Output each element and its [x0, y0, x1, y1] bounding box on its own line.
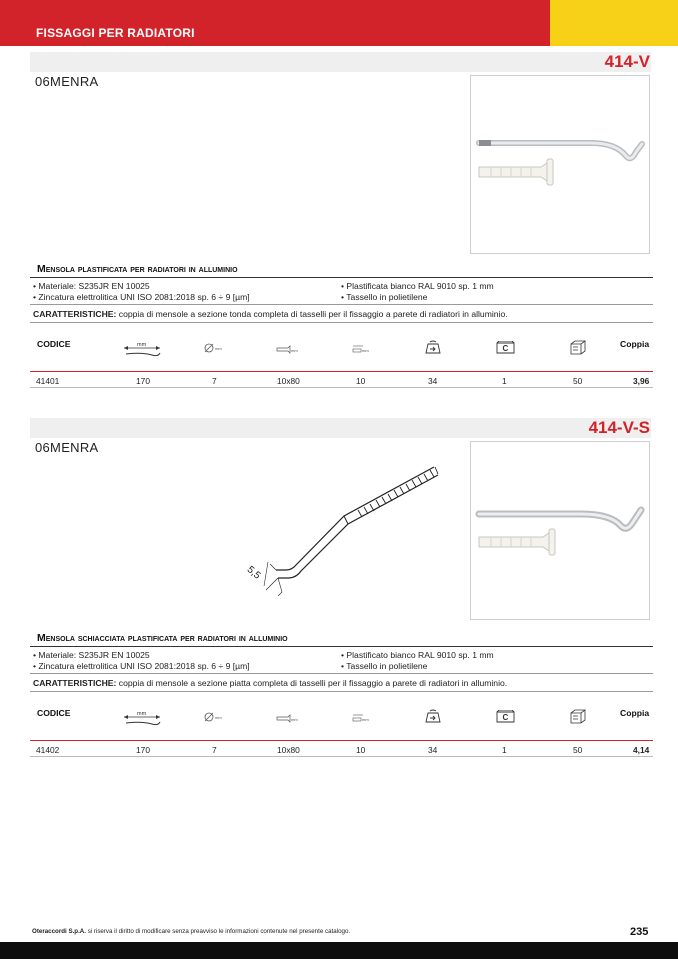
svg-text:mm: mm: [215, 715, 222, 720]
diameter-icon: [204, 710, 228, 728]
bracket-drawing-icon: [238, 466, 450, 600]
svg-text:mm: mm: [137, 342, 147, 348]
footer-bar: [0, 942, 678, 959]
divider: [30, 646, 653, 647]
divider: [30, 322, 653, 323]
table-divider: [30, 740, 653, 741]
col-header-code: CODICE: [37, 339, 71, 349]
carton-icon: [569, 340, 587, 360]
product-title: Mensola schiacciata plastificata per radiatori in alluminio: [37, 632, 288, 644]
spec-right: • Plastificato bianco RAL 9010 sp. 1 mm: [341, 650, 494, 660]
characteristics: [33, 309, 508, 319]
table-cell: 7: [212, 745, 217, 755]
plug-icon: [276, 711, 300, 729]
table-cell-code: 41402: [36, 745, 60, 755]
brand-code: 06MENRA: [35, 74, 99, 89]
table-cell: 10: [356, 376, 366, 386]
table-cell: 170: [136, 376, 150, 386]
box-icon: [496, 710, 516, 728]
product-code-band: [30, 52, 651, 72]
page-number: 235: [630, 926, 649, 938]
product-photo: [470, 75, 650, 254]
table-cell: 34: [428, 376, 438, 386]
product-photo: [470, 441, 650, 620]
table-cell: 50: [573, 376, 583, 386]
table-cell-code: 41401: [36, 376, 60, 386]
spec-right: • Tassello in polietilene: [341, 292, 428, 302]
svg-text:C: C: [502, 344, 509, 353]
svg-text:mm: mm: [215, 346, 222, 351]
bracket-photo-icon: [471, 442, 649, 619]
spec-left: • Zincatura elettrolitica UNI ISO 2081:2018 sp. 6 ÷ 9 [µm]: [33, 292, 250, 302]
header-accent: [550, 0, 678, 46]
load-icon: [425, 709, 441, 728]
svg-text:mm: mm: [291, 348, 298, 353]
characteristics: [33, 678, 507, 688]
box-icon: [496, 341, 516, 359]
diameter-icon: [204, 341, 228, 359]
spec-left: • Materiale: S235JR EN 10025: [33, 281, 150, 291]
brand-code: 06MENRA: [35, 440, 99, 455]
footer-company: Oteraccordi S.p.A.: [32, 928, 86, 935]
svg-text:mm: mm: [137, 711, 147, 717]
svg-text:mm: mm: [362, 717, 369, 722]
spec-right: • Plastificata bianco RAL 9010 sp. 1 mm: [341, 281, 494, 291]
load-icon: [425, 340, 441, 359]
page-title: FISSAGGI PER RADIATORI: [36, 26, 195, 40]
table-divider: [30, 371, 653, 372]
spec-right: • Tassello in polietilene: [341, 661, 428, 671]
technical-drawing: [238, 466, 450, 605]
divider: [30, 277, 653, 278]
footer-note-text: si riserva il diritto di modificare senza preavviso le informazioni contenute nel presente catalogo.: [85, 928, 351, 935]
table-cell: 1: [502, 376, 507, 386]
product-code: 414-V-S: [588, 418, 650, 437]
table-cell: 1: [502, 745, 507, 755]
plug-diameter-icon: [351, 711, 373, 729]
divider: [30, 304, 653, 305]
svg-text:mm: mm: [362, 348, 369, 353]
table-cell: 170: [136, 745, 150, 755]
table-divider: [30, 756, 653, 757]
divider: [30, 673, 653, 674]
col-header-code: CODICE: [37, 708, 71, 718]
svg-text:C: C: [502, 713, 509, 722]
characteristics-label: CARATTERISTICHE:: [33, 678, 117, 688]
table-cell: 7: [212, 376, 217, 386]
spec-left: • Zincatura elettrolitica UNI ISO 2081:2018 sp. 6 ÷ 9 [µm]: [33, 661, 250, 671]
product-title: Mensola plastificata per radiatori in alluminio: [37, 263, 238, 275]
plug-diameter-icon: [351, 342, 373, 360]
table-cell: 10: [356, 745, 366, 755]
table-cell: 10x80: [277, 376, 300, 386]
dimension-label: 5,5: [244, 564, 263, 582]
table-cell: 10x80: [277, 745, 300, 755]
product-code-band: [30, 418, 651, 438]
carton-icon: [569, 709, 587, 729]
length-icon: [120, 709, 164, 734]
col-header-pair: Coppia: [620, 708, 650, 718]
spec-left: • Materiale: S235JR EN 10025: [33, 650, 150, 660]
characteristics-label: CARATTERISTICHE:: [33, 309, 117, 319]
characteristics-text: coppia di mensole a sezione tonda completa di tasselli per il fissaggio a parete di radiatori in alluminio.: [116, 309, 508, 319]
table-cell-price: 4,14: [633, 745, 650, 755]
length-icon: [120, 340, 164, 365]
table-divider: [30, 387, 653, 388]
svg-text:mm: mm: [291, 717, 298, 722]
table-cell: 34: [428, 745, 438, 755]
divider: [30, 691, 653, 692]
table-cell: 50: [573, 745, 583, 755]
plug-icon: [276, 342, 300, 360]
col-header-pair: Coppia: [620, 339, 650, 349]
characteristics-text: coppia di mensole a sezione piatta completa di tasselli per il fissaggio a parete di radiatori in alluminio.: [116, 678, 508, 688]
product-code: 414-V: [604, 52, 650, 71]
footer-disclaimer: [32, 928, 350, 935]
bracket-photo-icon: [471, 76, 649, 253]
table-cell-price: 3,96: [633, 376, 650, 386]
